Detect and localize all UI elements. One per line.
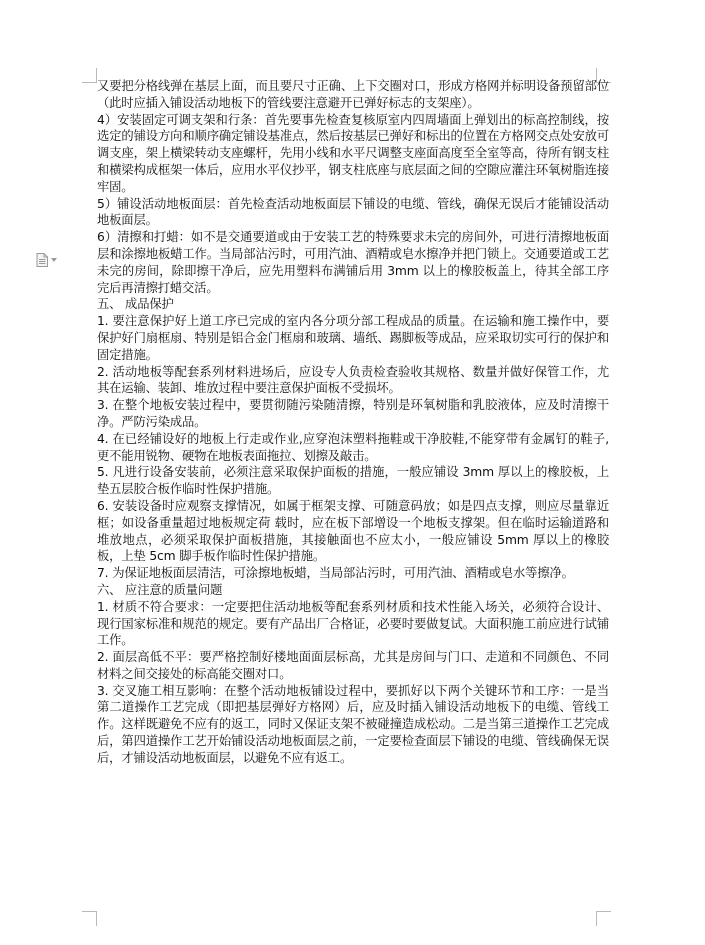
paragraph: 5. 凡进行设备安装前，必须注意采取保护面板的措施，一般应铺设 3mm 厚以上的橡胶板，上垫五层胶合板作临时性保护措施。 — [97, 465, 609, 497]
paragraph: 5）铺设活动地板面层：首先检查活动地板面层下铺设的电缆、管线，确保无误后才能铺设活动地板面层。 — [97, 196, 609, 228]
chevron-down-icon — [51, 258, 57, 262]
paragraph: 2. 活动地板等配套系列材料进场后，应设专人负责检查验收其规格、数量并做好保管工作，尤其在运输、装卸、堆放过程中要注意保护面板不受损坏。 — [97, 364, 609, 396]
paragraph: 6. 安装设备时应观察支撑情况，如属于框架支撑、可随意码放；如是四点支撑，则应尽量靠近框；如设备重量超过地板规定荷 载时，应在板下部增设一个地板支撑架。但在临时运输道路和堆放地点，必须采取保护面板措施，其接触面也不应太小，一般应铺设 5mm 厚以上的橡胶板，上垫 5cm 脚手板作临时性保护措施。 — [97, 498, 609, 564]
document-icon — [36, 253, 48, 267]
paragraph: 1. 材质不符合要求：一定要把住活动地板等配套系列材质和技术性能入场关，必须符合设计、现行国家标准和规范的规定。要有产品出厂合格证，必要时要做复试。大面积施工前应进行试铺工作。 — [97, 599, 609, 648]
paragraph: 4）安装固定可调支架和行条：首先要事先检查复核原室内四周墙面上弹划出的标高控制线，按选定的铺设方向和顺序确定铺设基准点，然后按基层已弹好和标出的位置在方格网交点处安放可调支座，架上横梁转动支座螺杆，先用小线和水平尺调整支座面高度至全室等高，待所有钢支柱和横梁构成框架一体后，应用水平仪抄平，钢支柱底座与底层面之间的空隙应灌注环氧树脂连接牢固。 — [97, 112, 609, 194]
crop-mark-bottom-left — [82, 911, 97, 926]
paragraph-options-button[interactable] — [36, 253, 57, 267]
paragraph: 4. 在已经铺设好的地板上行走或作业,应穿泡沫塑料拖鞋或干净胶鞋,不能穿带有金属钉的鞋子,更不能用锐物、硬物在地板表面拖拉、划擦及敲击。 — [97, 431, 609, 463]
paragraph: 3. 交叉施工相互影响：在整个活动地板铺设过程中，要抓好以下两个关键环节和工序：一是当第二道操作工艺完成（即把基层弹好方格网）后，应及时插入铺设活动地板下的电缆、管线工作。这样既避免不应有的返工，同时又保证支架不被碰撞造成松动。二是当第三道操作工艺完成后，第四道操作工艺开始铺设活动地板面层之前，一定要检查面层下铺设的电缆、管线确保无误后，才铺设活动地板面层，以避免不应有返工。 — [97, 683, 609, 765]
section-heading: 六、 应注意的质量问题 — [97, 582, 223, 597]
paragraph: 又要把分格线弹在基层上面，而且要尺寸正确、上下交圈对口，形成方格网并标明设备预留部位（此时应插入铺设活动地板下的管线要注意避开已弹好标志的支架座）。 — [97, 79, 609, 110]
paragraph: 1. 要注意保护好上道工序已完成的室内各分项分部工程成品的质量。在运输和施工操作中，要保护好门扇框扇、特别是铝合金门框扇和玻璃、墙纸、踢脚板等成品，应采取切实可行的保护和固定措施。 — [97, 314, 609, 362]
crop-mark-top-left — [82, 68, 97, 83]
paragraph: 6）清擦和打蜡：如不是交通要道或由于安装工艺的特殊要求未完的房间外，可进行清擦地板面层和涂擦地板蜡工作。当局部沾污时，可用汽油、酒精或皂水擦净并把门锁上。交通要道或工艺未完的房间，除即擦干净后，应先用塑料布满铺后用 3mm 以上的橡胶板盖上，待其全部工序完后再清擦打蜡交活。 — [97, 230, 609, 295]
section-heading: 五、 成品保护 — [97, 297, 174, 312]
document-body — [97, 78, 609, 767]
paragraph: 2. 面层高低不平：要严格控制好楼地面面层标高，尤其是房间与门口、走道和不同颜色、不同材料之间交接处的标高能交圈对口。 — [97, 650, 609, 681]
crop-mark-bottom-right — [596, 911, 611, 926]
paragraph: 3. 在整个地板安装过程中，要贯彻随污染随清擦，特别是环氧树脂和乳胶液体，应及时清擦干净。严防污染成品。 — [97, 398, 609, 429]
paragraph: 7. 为保证地板面层清洁，可涂擦地板蜡，当局部沾污时，可用汽油、酒精或皂水等擦净。 — [97, 566, 574, 581]
